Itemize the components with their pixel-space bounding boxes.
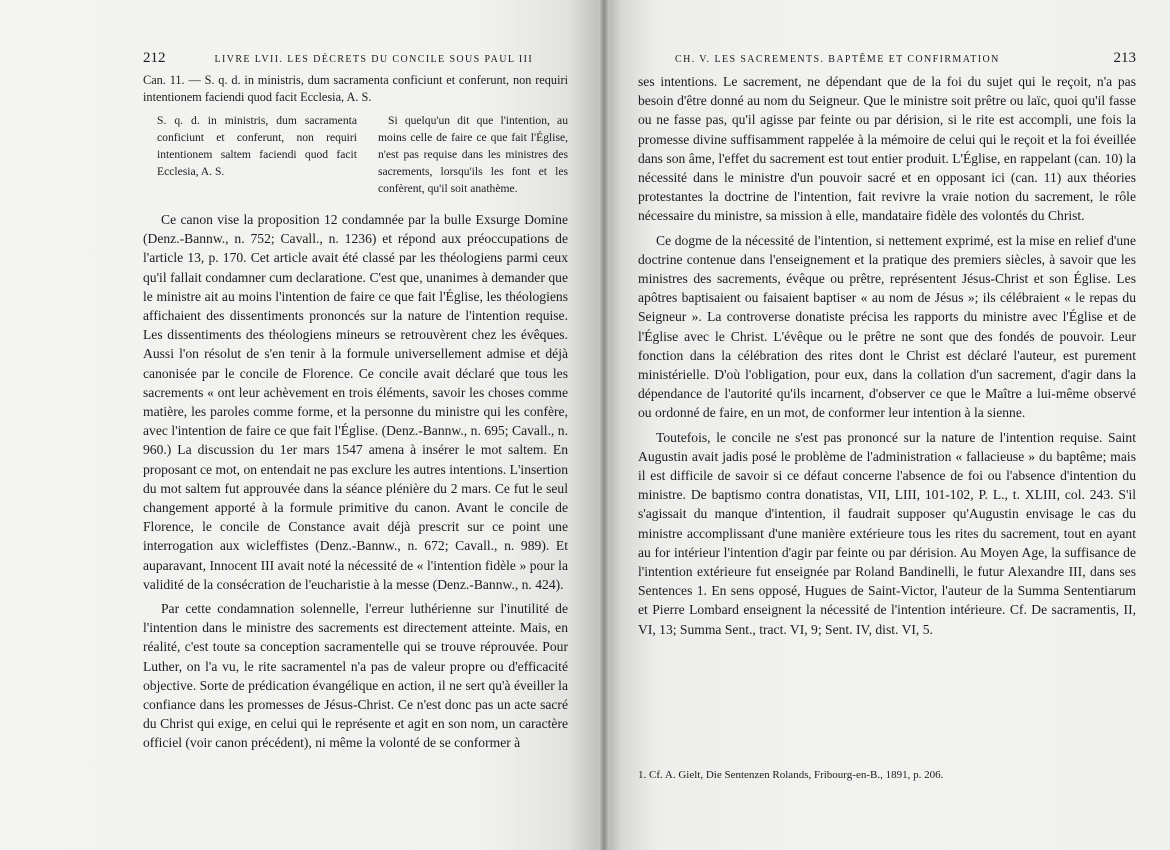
right-running-head <box>638 50 1136 72</box>
body-paragraph: Ce canon vise la proposition 12 condamnée par la bulle Exsurge Domine (Denz.-Bannw., n. 752; Cavall., n. 1236) et répond aux préoccupations de l'article 13, p. 170. Cet article avait été classé par les théologiens parmi ceux qu'il fallait condamner cum declaratione. C'est que, unanimes à demander que le ministre ait au moins l'intention de faire ce que fait l'Église, les théologiens affichaient des dissentiments prononcés sur la nature de l'intention requise. Les dissentiments des théologiens mineurs se retrouvèrent chez les évêques. Aussi l'on résolut de s'en tenir à la formule universellement admise et déjà canonisée par le concile de Florence. Ce concile avait déclaré que tous les sacrements « ont leur achèvement en trois éléments, savoir les choses comme matière, les paroles comme forme, et la personne du ministre qui les confère, avec l'intention de faire ce que fait l'Église. (Denz.-Bannw., n. 695; Cavall., n. 960.) La discussion du 1er mars 1547 amena à insérer le mot saltem. En proposant ce mot, on entendait ne pas exclure les autres intentions. L'insertion du mot saltem fut approuvée dans la séance plénière du 2 mars. Ce fut le seul changement apporté à la formule primitive du canon. Avant le concile de Florence, le concile de Constance avait déjà prescrit sur ce point une interrogation aux wicleffistes (Denz.-Bannw., n. 672; Cavall., n. 989). Et auparavant, Innocent III avait noté la nécessité de « l'intention fidèle » pour la validité de la consécration de l'eucharistie à la messe (Denz.-Bannw., n. 424). <box>143 212 568 592</box>
page-number-left: 212 <box>143 50 166 66</box>
body-paragraph: Par cette condamnation solennelle, l'erreur luthérienne sur l'inutilité de l'intention dans le ministre des sacrements est directement atteinte. Mais, en réalité, c'est toute sa conception sacramentelle qui se trouve réprouvée. Pour Luther, on l'a vu, le rite sacramentel n'a pas de valeur propre ou d'efficacité objective. Sorte de prédication évangélique en action, il ne sert qu'à éveiller la confiance dans les promesses de Jésus-Christ. Ce n'est donc pas un acte sacré du Christ qui exige, en celui qui le représente et agit en son nom, un caractère officiel (voir canon précédent), ni même la volonté de se conformer à <box>143 601 568 751</box>
running-head-title-right: CH. V. LES SACREMENTS. BAPTÊME ET CONFIRMATION <box>675 54 1000 65</box>
body-paragraph: Toutefois, le concile ne s'est pas prononcé sur la nature de l'intention requise. Saint Augustin avait jadis posé le problème de l'administration « fallacieuse » du baptême; mais il est difficile de savoir si ce défaut concerne l'absence de foi ou l'absence d'intention du ministre. De baptismo contra donatistas, VII, LIII, 101-102, P. L., t. XLIII, col. 243. S'il s'agissait du manque d'intention, il faudrait supposer qu'Augustin envisage le cas du ministre accomplissant d'une manière extérieure tous les rites du sacrement, tout en ayant au for intérieur l'intention d'agir par feinte ou par dérision. Au Moyen Age, la suffisance de l'intention extérieure fut enseignée par Roland Bandinelli, le futur Alexandre III, dans ses Sentences 1. En sens opposé, Hugues de Saint-Victor, l'auteur de la Summa Sententiarum et Pierre Lombard enseignent la nécessité de l'intention intérieure. Cf. De sacramentis, II, VI, 13; Summa Sent., tract. VI, 9; Sent. IV, dist. VI, 5. <box>638 429 1136 637</box>
body-paragraph: Ce dogme de la nécessité de l'intention, si nettement exprimé, est la mise en relief d'une doctrine contenue dans l'enseignement et la pratique des premiers siècles, à savoir que les ministres des sacrements, évêque ou prêtre, représentent Jésus-Christ et son Église. Les apôtres baptisaient ou faisaient baptiser « au nom de Jésus »; ils célébraient « le repas du Seigneur ». La controverse donatiste précisa les rapports du ministre avec l'Église et de l'Église avec le Christ. L'évêque ou le prêtre ne sont que des fondés de pouvoir. Leur fonction dans la célébration des rites dont le Christ est déclaré l'auteur, est purement ministérielle. D'où l'obligation, pour eux, dans la collation d'un sacrement, d'agir dans la dépendance de l'autorité qu'ils incarnent, d'observer ce que le Maître a lui-même observé ou ordonné de faire, en un mot, de conformer leur intention à la sienne. <box>638 232 1136 421</box>
left-running-head <box>143 50 568 72</box>
canon-heading: Can. 11. — S. q. d. in ministris, dum sacramenta conficiunt et conferunt, non requiri intentionem faciendi quod facit Ecclesia, A. S. <box>143 73 568 104</box>
book-gutter <box>598 0 610 850</box>
right-page <box>604 0 1170 850</box>
canon-latin-text: S. q. d. in ministris, dum sacramenta conficiunt et conferunt, non requiri intentionem saltem faciendi quod facit Ecclesia, A. S. <box>157 114 357 178</box>
left-page-content <box>143 50 568 753</box>
right-page-content <box>638 50 1136 639</box>
footnote: 1. Cf. A. Gielt, Die Sentenzen Rolands, Fribourg-en-B., 1891, p. 206. <box>638 769 944 781</box>
page-number-right: 213 <box>1113 50 1136 66</box>
canon-columns <box>143 112 568 197</box>
body-paragraph: ses intentions. Le sacrement, ne dépendant que de la foi du sujet qui le reçoit, n'a pas besoin d'être donné au nom du Seigneur. Que le ministre soit prêtre ou laïc, quoi qu'il fasse ou ne fasse pas, qu'il agisse par feinte ou par dérision, si le rite est accompli, une fois la promesse divine suffisamment rappelée à la mémoire de celui qui le reçoit et la foi éveillée dans son âme, l'effet du sacrement est tout entier produit. L'Église, en rappelant (can. 10) la nécessité dans le ministre d'un pouvoir sacré et en opposant ici (can. 11) aux théories protestantes la doctrine de l'intention, fait revivre la vraie notion du sacrement, le rôle nécessaire du ministre, sa mission à elle, mandataire fidèle des volontés du Christ. <box>638 74 1136 224</box>
running-head-title-left: LIVRE LVII. LES DÉCRETS DU CONCILE SOUS PAUL III <box>214 54 534 65</box>
canon-french-text: Si quelqu'un dit que l'intention, au moins celle de faire ce que fait l'Église, n'est pas requise dans les ministres des sacrements, lorsqu'ils les font et les confèrent, qu'il soit anathème. <box>378 114 568 195</box>
